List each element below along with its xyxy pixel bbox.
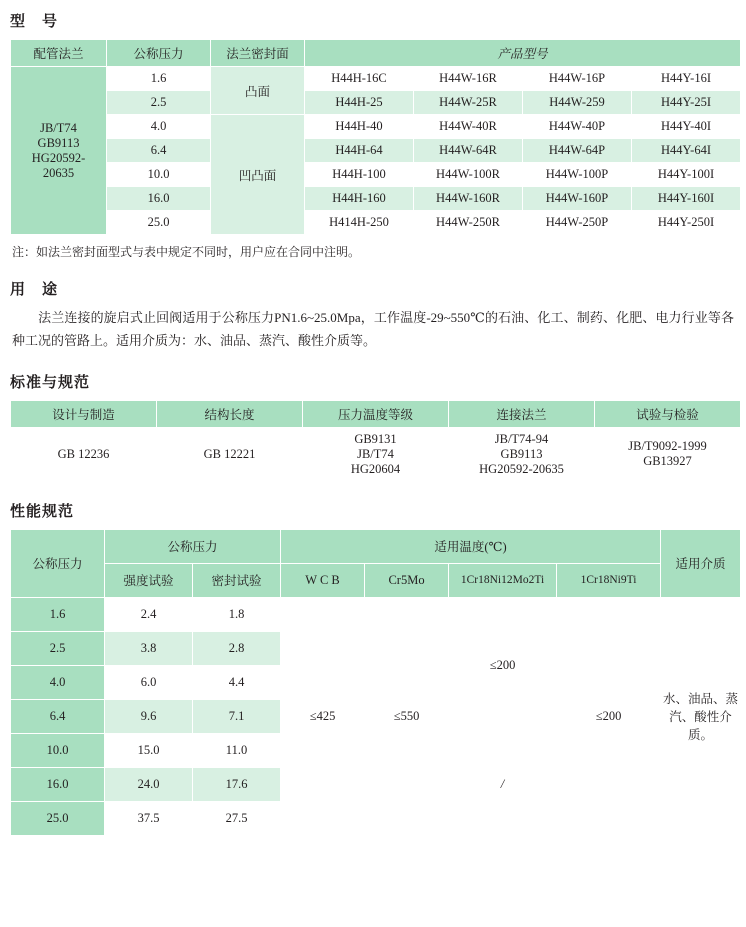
standards-header-row <box>11 400 741 427</box>
model-code: H44W-40P <box>523 115 632 139</box>
pressure-value: 10.0 <box>107 163 211 187</box>
flange-standard-line: JB/T74 <box>40 120 77 135</box>
seal-face-concave: 凹凸面 <box>211 115 305 235</box>
standard-line: GB13927 <box>643 454 692 468</box>
table-row <box>11 597 741 631</box>
section-title-model: 型 号 <box>10 13 59 30</box>
temp-1cr18ni9ti-value: ≤200 <box>557 597 661 835</box>
table-row <box>11 211 741 235</box>
table-row <box>11 67 741 91</box>
model-code: H44W-160R <box>414 187 523 211</box>
section-title-performance: 性能规范 <box>10 502 75 520</box>
model-code: H44W-40R <box>414 115 523 139</box>
standard-line: GB 12236 <box>57 446 110 461</box>
section-title-usage: 用 途 <box>10 281 59 298</box>
nominal-pressure-value: 1.6 <box>11 597 105 631</box>
model-code: H44H-16C <box>305 67 414 91</box>
strength-test-value: 6.0 <box>105 665 193 699</box>
header-flange: 配管法兰 <box>11 40 107 67</box>
model-code: H44W-64R <box>414 139 523 163</box>
table-row <box>11 163 741 187</box>
usage-paragraph <box>12 307 734 353</box>
table-row <box>11 115 741 139</box>
model-code: H44Y-160I <box>632 187 741 211</box>
header-material-1cr18ni12mo2ti: 1Cr18Ni12Mo2Ti <box>449 563 557 597</box>
table-row <box>11 91 741 115</box>
header-design-manufacture: 设计与制造 <box>11 400 157 427</box>
nominal-pressure-value: 25.0 <box>11 801 105 835</box>
temp-cr5mo-value: ≤550 <box>365 597 449 835</box>
performance-header-row-1 <box>11 529 741 563</box>
header-product-model: 产品型号 <box>305 40 741 67</box>
header-material-wcb: W C B <box>281 563 365 597</box>
nominal-pressure-value: 2.5 <box>11 631 105 665</box>
model-table-note: 注：如法兰密封面型式与表中规定不同时，用户应在合同中注明。 <box>12 245 361 259</box>
nominal-pressure-value: 16.0 <box>11 767 105 801</box>
pressure-value: 1.6 <box>107 67 211 91</box>
temp-1cr18ni12mo2ti-slash: / <box>449 733 557 835</box>
header-temperature-group: 适用温度(℃) <box>281 529 661 563</box>
flange-standard-line: GB9113 <box>37 135 80 150</box>
nominal-pressure-value: 4.0 <box>11 665 105 699</box>
model-code: H44H-100 <box>305 163 414 187</box>
standard-line: GB9131 <box>354 431 397 446</box>
strength-test-value: 2.4 <box>105 597 193 631</box>
header-medium: 适用介质 <box>661 529 741 597</box>
flange-standard-line: 20635 <box>42 165 75 180</box>
pressure-value: 25.0 <box>107 211 211 235</box>
performance-header-row-2 <box>11 563 741 597</box>
model-code: H44W-100P <box>523 163 632 187</box>
standard-test-value <box>595 427 741 481</box>
model-code: H44H-160 <box>305 187 414 211</box>
standard-line: JB/T74 <box>357 446 394 461</box>
header-nominal-pressure: 公称压力 <box>11 529 105 597</box>
model-table <box>10 39 741 235</box>
seal-test-value: 2.8 <box>193 631 281 665</box>
model-code: H44W-100R <box>414 163 523 187</box>
standard-line: GB9113 <box>500 446 543 461</box>
seal-test-value: 1.8 <box>193 597 281 631</box>
model-code: H44H-40 <box>305 115 414 139</box>
header-material-cr5mo: Cr5Mo <box>365 563 449 597</box>
seal-test-value: 27.5 <box>193 801 281 835</box>
header-material-1cr18ni9ti: 1Cr18Ni9Ti <box>557 563 661 597</box>
model-code: H44Y-64I <box>632 139 741 163</box>
model-code: H44W-16R <box>414 67 523 91</box>
pressure-value: 2.5 <box>107 91 211 115</box>
temp-wcb-value: ≤425 <box>281 597 365 835</box>
table-row <box>11 187 741 211</box>
model-code: H44W-64P <box>523 139 632 163</box>
model-code: H44W-259 <box>523 91 632 115</box>
table-row <box>11 139 741 163</box>
standard-line: HG20604 <box>350 461 401 476</box>
standard-line: JB/T74-94 <box>494 431 549 446</box>
strength-test-value: 15.0 <box>105 733 193 767</box>
standard-line: JB/T9092-1999 <box>628 439 707 453</box>
standards-table <box>10 400 741 482</box>
strength-test-value: 24.0 <box>105 767 193 801</box>
section-title-standards: 标准与规范 <box>10 373 91 391</box>
standard-line: GB 12221 <box>203 446 256 461</box>
header-test-inspection: 试验与检验 <box>595 400 741 427</box>
header-structure-length: 结构长度 <box>157 400 303 427</box>
temp-1cr18ni12mo2ti-value: ≤200 <box>449 597 557 733</box>
model-code: H44Y-100I <box>632 163 741 187</box>
header-seal-face: 法兰密封面 <box>211 40 305 67</box>
flange-standard-cell <box>11 67 107 235</box>
model-code: H44H-64 <box>305 139 414 163</box>
model-table-header-row <box>11 40 741 67</box>
model-code: H414H-250 <box>305 211 414 235</box>
seal-test-value: 11.0 <box>193 733 281 767</box>
header-seal-test: 密封试验 <box>193 563 281 597</box>
pressure-value: 6.4 <box>107 139 211 163</box>
strength-test-value: 9.6 <box>105 699 193 733</box>
nominal-pressure-value: 10.0 <box>11 733 105 767</box>
model-code: H44W-250R <box>414 211 523 235</box>
usage-text: 法兰连接的旋启式止回阀适用于公称压力PN1.6~25.0Mpa，工作温度-29~550℃的石油、化工、制药、化肥、电力行业等各种工况的管路上。适用介质为：水、油品、蒸汽、酸性介质等。 <box>12 310 734 348</box>
nominal-pressure-value: 6.4 <box>11 699 105 733</box>
model-code: H44W-16P <box>523 67 632 91</box>
standard-rating-value <box>303 427 449 481</box>
seal-test-value: 17.6 <box>193 767 281 801</box>
model-code: H44H-25 <box>305 91 414 115</box>
standard-flange-value <box>449 427 595 481</box>
model-code: H44Y-40I <box>632 115 741 139</box>
seal-test-value: 7.1 <box>193 699 281 733</box>
standard-design-value <box>11 427 157 481</box>
header-pressure-temp-rating: 压力温度等级 <box>303 400 449 427</box>
strength-test-value: 37.5 <box>105 801 193 835</box>
seal-face-convex: 凸面 <box>211 67 305 115</box>
pressure-value: 4.0 <box>107 115 211 139</box>
header-strength-test: 强度试验 <box>105 563 193 597</box>
seal-test-value: 4.4 <box>193 665 281 699</box>
model-code: H44Y-16I <box>632 67 741 91</box>
standard-length-value <box>157 427 303 481</box>
medium-value: 水、油品、蒸汽、酸性介质。 <box>661 597 741 835</box>
header-pressure: 公称压力 <box>107 40 211 67</box>
standard-line: HG20592-20635 <box>479 461 564 476</box>
model-code: H44W-160P <box>523 187 632 211</box>
model-code: H44Y-250I <box>632 211 741 235</box>
table-row <box>11 427 741 481</box>
header-test-pressure-group: 公称压力 <box>105 529 281 563</box>
header-connection-flange: 连接法兰 <box>449 400 595 427</box>
model-code: H44Y-25I <box>632 91 741 115</box>
strength-test-value: 3.8 <box>105 631 193 665</box>
flange-standard-line: HG20592- <box>31 150 86 165</box>
model-code: H44W-25R <box>414 91 523 115</box>
model-code: H44W-250P <box>523 211 632 235</box>
performance-table <box>10 529 741 836</box>
pressure-value: 16.0 <box>107 187 211 211</box>
